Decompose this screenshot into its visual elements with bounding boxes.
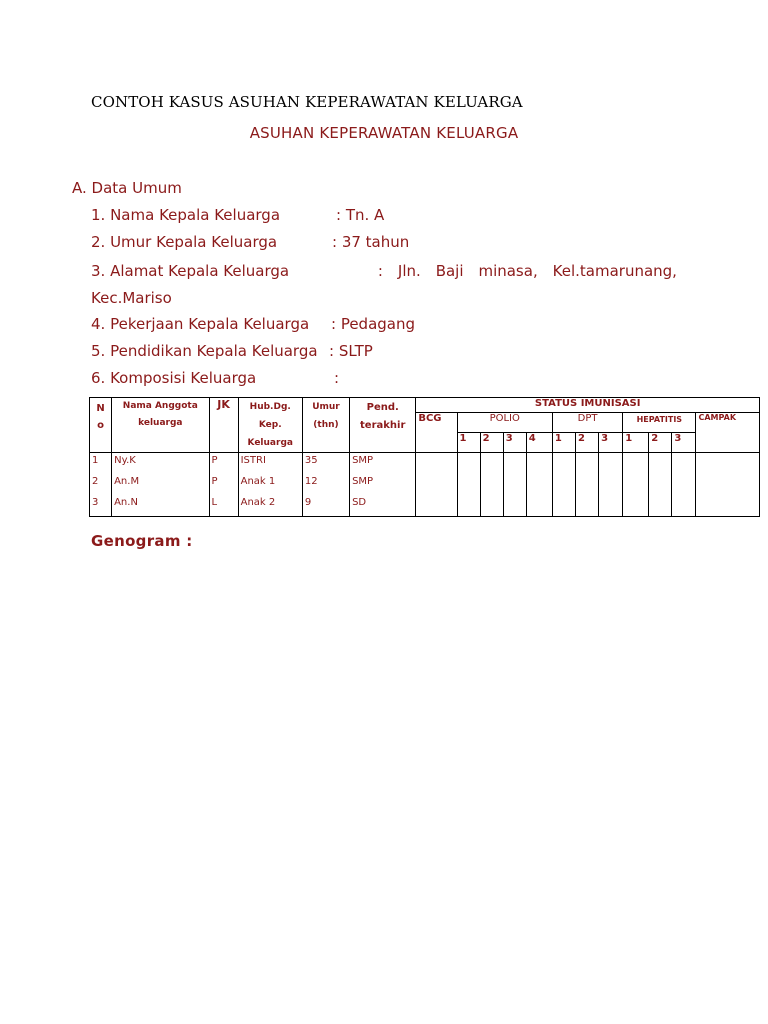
table-header-row (90, 398, 760, 413)
item-value: : (334, 369, 340, 387)
header-hepatitis: HEPATITIS (623, 413, 696, 433)
cell-jk: P (209, 474, 238, 495)
item-nama-kepala-keluarga (91, 206, 384, 224)
item-value: : Pedagang (331, 315, 416, 333)
polio-dose-1: 1 (457, 433, 480, 453)
section-heading-data-umum: A. Data Umum (72, 179, 182, 197)
cell-nama: An.N (112, 495, 209, 517)
cell-no: 3 (90, 495, 112, 517)
item-label: 5. Pendidikan Kepala Keluarga (91, 342, 318, 360)
cell-nama: Ny.K (112, 453, 209, 475)
item-value-word: Jln. (397, 262, 421, 280)
polio-dose-2: 2 (480, 433, 503, 453)
header-campak: CAMPAK (696, 413, 760, 453)
cell-pend: SMP (350, 474, 416, 495)
item-alamat-kepala-keluarga (91, 262, 677, 280)
header-hub-kep-keluarga: Hub.Dg. Kep. Keluarga (238, 398, 302, 453)
item-komposisi-keluarga (91, 369, 339, 387)
main-heading: ASUHAN KEPERAWATAN KELUARGA (249, 124, 519, 142)
cell-nama: An.M (112, 474, 209, 495)
item-label: 4. Pekerjaan Kepala Keluarga (91, 315, 310, 333)
header-no: N o (90, 398, 112, 453)
item-pekerjaan-kepala-keluarga (91, 315, 415, 333)
table-row (90, 495, 760, 517)
header-nama-anggota: Nama Anggota keluarga (112, 398, 209, 453)
item-value: : SLTP (329, 342, 373, 360)
cell-jk: L (209, 495, 238, 517)
item-value-word: Kel.tamarunang, (552, 262, 677, 280)
cell-hub: Anak 1 (238, 474, 302, 495)
hep-dose-3: 3 (672, 433, 696, 453)
header-jk: JK (209, 398, 238, 453)
item-value-word: Baji (435, 262, 464, 280)
item-umur-kepala-keluarga (91, 233, 409, 251)
header-umur: Umur (thn) (302, 398, 349, 453)
item-alamat-continuation: Kec.Mariso (91, 289, 172, 307)
cell-jk: P (209, 453, 238, 475)
document-title: CONTOH KASUS ASUHAN KEPERAWATAN KELUARGA (91, 93, 523, 111)
hep-dose-1: 1 (623, 433, 649, 453)
item-value: : 37 tahun (332, 233, 410, 251)
header-bcg: BCG (416, 413, 457, 453)
item-value-word: minasa, (478, 262, 538, 280)
table-row (90, 474, 760, 495)
item-pendidikan-kepala-keluarga (91, 342, 373, 360)
header-status-imunisasi: STATUS IMUNISASI (416, 398, 760, 413)
item-label: 6. Komposisi Keluarga (91, 369, 257, 387)
cell-umur: 9 (302, 495, 349, 517)
cell-hub: Anak 2 (238, 495, 302, 517)
dpt-dose-2: 2 (576, 433, 599, 453)
polio-dose-3: 3 (503, 433, 526, 453)
komposisi-keluarga-table (89, 397, 760, 517)
cell-umur: 12 (302, 474, 349, 495)
table-row (90, 453, 760, 475)
dpt-dose-3: 3 (599, 433, 623, 453)
item-value: : Tn. A (336, 206, 385, 224)
cell-umur: 35 (302, 453, 349, 475)
header-dpt: DPT (552, 413, 622, 433)
item-label (91, 262, 363, 280)
item-value-word: : (377, 262, 383, 280)
header-pend-terakhir: Pend. terakhir (350, 398, 416, 453)
item-label: 1. Nama Kepala Keluarga (91, 206, 281, 224)
item-label-text: 3. Alamat Kepala Keluarga (91, 262, 290, 280)
polio-dose-4: 4 (526, 433, 552, 453)
cell-hub: ISTRI (238, 453, 302, 475)
cell-pend: SD (350, 495, 416, 517)
cell-no: 1 (90, 453, 112, 475)
cell-no: 2 (90, 474, 112, 495)
dpt-dose-1: 1 (552, 433, 575, 453)
genogram-heading: Genogram : (91, 532, 193, 550)
cell-pend: SMP (350, 453, 416, 475)
hep-dose-2: 2 (649, 433, 672, 453)
header-polio: POLIO (457, 413, 552, 433)
item-label: 2. Umur Kepala Keluarga (91, 233, 278, 251)
